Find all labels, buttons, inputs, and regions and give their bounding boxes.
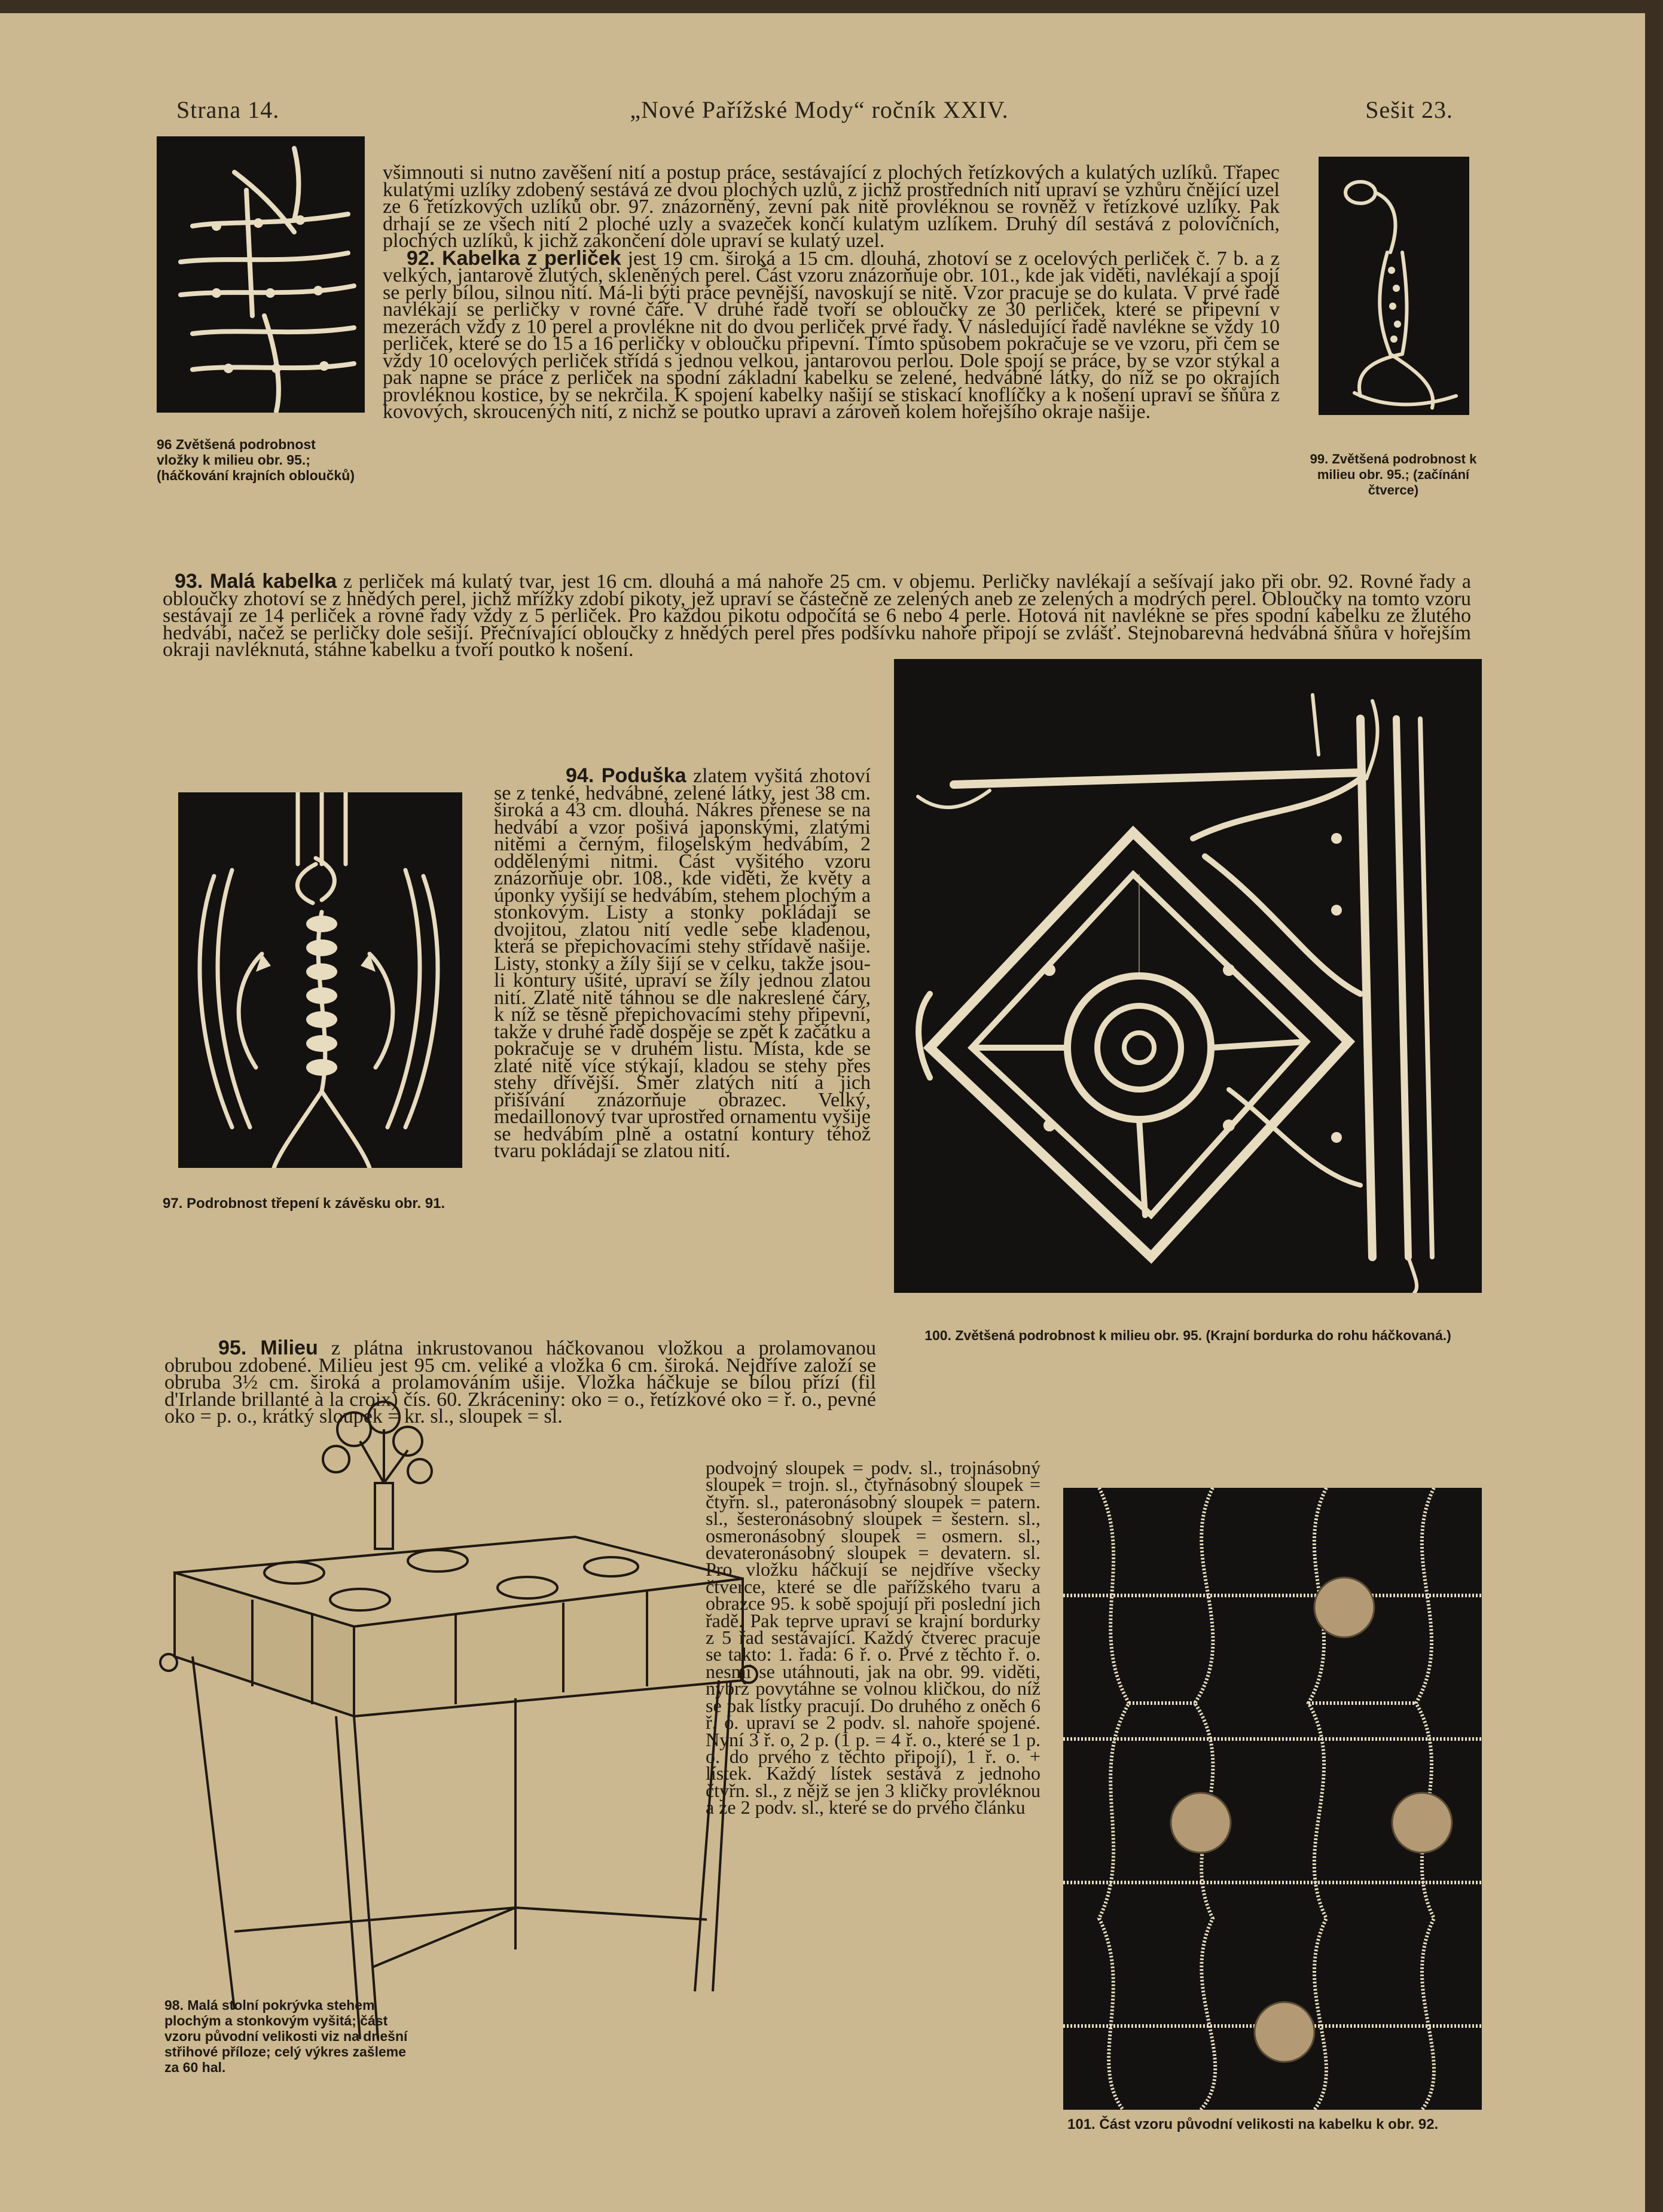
- section-93-text: z perliček má kulatý tvar, jest 16 cm. dlouhá a má nahoře 25 cm. v objemu. Perličky navlékají a sešívají jako při obr. 92. Rovné řady a obloučky zhotoví se z hnědých perel, jichž mřížky zdobí pikoty, jež upraví se částečně ze zelených aneb ze zelených a modrých perel. Obloučky na tomto vzoru sestávají ze 14 perliček a rovné řady vždy z 5 perliček. Pro každou pikotu odpočítá se 6 nebo 4 perle. Hotová nit navlékne se přes spodní kabelku ze žlutého hedvábí, načež se perličky dole sešijí. Přečnívající obloučky z hnědých perel přes podšívku nahoře připojí se zvlášť. Stejnobarevná hedvábná šňůra v hořejším okraji navléknutá, stáhne kabelku a tvoří poutko k nošení.: [163, 570, 1471, 661]
- figure-99-image: [1319, 157, 1469, 415]
- section-92-head: 92. Kabelka z perliček: [407, 246, 621, 270]
- figure-100-image: [894, 659, 1482, 1293]
- fringe-detail-drawing: [178, 792, 462, 1168]
- square-start-drawing: [1319, 157, 1469, 415]
- header-page-number: Strana 14.: [176, 96, 280, 123]
- section-94-text: zlatem vyšitá zhotoví se z tenké, hedvábné, zelené látky, jest 38 cm. široká a 43 cm. dlouhá. Nákres přenese se na hedvábí a vzor pošivá japonskými, zlatými nitěmi a černým, filoselským hedvábím, 2 oddělenými nitmi. Část vyšitého vzoru znázorňuje obr. 108., kde viděti, že květy a úponky vyšijí se hedvábím, stehem plochým a stonkovým. Listy a stonky pokládají se dvojitou, zlatou nití vedle sebe kladenou, která se přepichovacími stehy střídavě našije. Listy, stonky a žíly šijí se v celku, takže jsou-li kontury ušité, upraví se žíly jednou zlatou nití. Zlaté nitě táhnou se dle nakreslené čáry, k níž se těsně přepichovacími stehy připevní, takže v druhé řadě dospěje se zpět k začátku a pokračuje se v druhém listu. Místa, kde se zlaté nitě více stýkají, kladou se stehy přes stehy dřívější. Směr zlatých nití a jich přišívání znázorňuje obrazec. Velký, medaillonový tvar uprostřed ornamentu vyšije se hedvábím plně a ostatní kontury téhož tvaru pokládají se zlatou nití.: [494, 765, 871, 1162]
- caption-fig100: 100. Zvětšená podrobnost k milieu obr. 95. (Krajní bordurka do rohu háčkovaná.): [924, 1328, 1451, 1343]
- crochet-detail-drawing: [157, 136, 365, 413]
- section-94-head: 94. Poduška: [566, 764, 686, 787]
- crochet-square-drawing: [894, 659, 1482, 1293]
- scan-edge-top: [0, 0, 1663, 13]
- caption-fig97: 97. Podrobnost třepení k závěsku obr. 91.: [163, 1195, 445, 1212]
- header-issue: Sešit 23.: [1365, 96, 1453, 123]
- figure-97-image: [178, 792, 462, 1168]
- intro-paragraph: všimnouti si nutno zavěšení nití a postup práce, sestávající z plochých řetízkových a kulatých uzlíků. Třapec kulatými uzlíky zdobený sestává ze dvou plochých uzlů, z jichž prostředních nití upraví se vzhůru čnějící uzel ze 6 řetízkových uzlíků obr. 97. znázorněný, zevní pak nitě provléknou se rovněž v řetízkové uzlíky. Pak drhají se ze všech nití 2 ploché uzly a svazeček končí kulatým uzlíkem. Druhý díl sestává z polovičních, plochých uzlíků, k jichž zakončení dole upraví se kulatý uzel.: [383, 161, 1280, 252]
- section-93: [163, 570, 1471, 661]
- section-93-head: 93. Malá kabelka: [175, 570, 337, 593]
- figure-96-image: [157, 136, 365, 413]
- caption-fig99: 99. Zvětšená podrobnost k milieu obr. 95.; (začínání čtverce): [1310, 451, 1477, 498]
- figure-101-image: [1063, 1488, 1482, 2110]
- section-92-text: jest 19 cm. široká a 15 cm. dlouhá, zhotoví se z ocelových perliček č. 7 b. a z velkých, jantarově žlutých, skleněných perel. Část vzoru znázorňuje obr. 101., kde jak viděti, navlékají a spojí se perly bílou, silnou nití. Má-li býti práce pevnější, navoskují se nitě. Vzor pracuje se do kulata. V prvé řadě navlékají se perličky v rovné čáře. V druhé řadě tvoří se obloučky ze 30 perliček, které se připevní v mezerách vždy z 10 perel a provlékne nit do dvou perliček prvé řady. V následující řadě navlékne se vždy 10 perliček, které se do 15 a 16 perličky v obloučku připevní. Tímto spůsobem pokračuje se ve vzoru, při čem se vždy 10 ocelových perliček střídá s jednou velkou, jantarovou perlou. Dole spojí se práce, by se vzor stýkal a pak napne se práce z perliček na spodní základní kabelku se zelené, hedvábné látky, do níž se po okrajích provléknou kostice, by se nekrčila. K spojení kabelky našijí se stiskací knoflíčky a k nošení upraví se šňůra z kovových, skroucených nití, z nichž se poutko upraví a zároveň kolem hořejšího okraje našije.: [383, 247, 1280, 423]
- header-title: „Nové Pařížské Mody“ ročník XXIV.: [630, 96, 1009, 123]
- article-intro: [383, 161, 1280, 423]
- scan-edge-right: [1645, 0, 1663, 2212]
- table-cover-drawing: [157, 1393, 785, 2057]
- section-95-continued: [706, 1457, 1040, 1819]
- section-95-text-a: z plátna inkrustovanou háčkovanou vložkou a prolamovanou obrubou zdobené. Milieu jest 95 cm. veliké a vložka 6 cm. široká. Nejdříve založí se obruba 3½ cm. široká a prolamováním ušije. Vložka háčkuje se bílou přízí (fil d'Irlande brillanté à la croix) čís. 60. Zkráceniny: oko = o., řetízkové oko = ř. o., pevné oko = p. o., krátký sloupek = kr. sl., sloupek = sl.: [164, 1337, 876, 1427]
- section-94: [494, 764, 871, 1162]
- section-95-head: 95. Milieu: [218, 1337, 318, 1359]
- figure-98-image: [157, 1393, 785, 2057]
- section-95-text-b: podvojný sloupek = podv. sl., trojnásobný sloupek = trojn. sl., čtyřnásobný sloupek = čtyřn. sl., pateronásobný sloupek = patern. sl., šesteronásobný sloupek = šestern. sl., osmeronásobný sloupek = osmern. sl., devateronásobný sloupek = devatern. sl. Pro vložku háčkují se nejdříve všecky čtverce, které se dle pařížského tvaru a obrazce 95. k sobě spojují při poslední jich řadě. Pak teprve upraví se krajní bordurky z 5 řad sestávající. Každý čtverec pracuje se takto: 1. řada: 6 ř. o. Prvé z těchto ř. o. nesmí se utáhnouti, jak na obr. 99. viděti, nýbrž povytáhne se volnou kličkou, do níž se pak lístky pracují. Do druhého z oněch 6 ř. o. upraví se 2 podv. sl. nahoře spojené. Nyní 3 ř. o, 2 p. (1 p. = 4 ř. o., které se 1 p. o. do prvého z těchto připojí), 1 ř. o. + lístek. Každý lístek sestává z jednoho čtyřn. sl., z nějž se jen 3 kličky provléknou a ze 2 podv. sl., které se do prvého článku: [706, 1457, 1040, 1819]
- caption-fig98: 98. Malá stolní pokrývka stehem plochým a stonkovým vyšitá; část vzoru původní velikosti viz na dnešní střihové příloze; celý výkres zašleme za 60 hal.: [164, 1997, 408, 2075]
- bead-net-drawing: [1063, 1488, 1482, 2110]
- section-92: [383, 246, 1280, 423]
- caption-fig101: 101. Část vzoru původní velikosti na kabelku k obr. 92.: [1067, 2116, 1439, 2132]
- caption-fig96: 96 Zvětšená podrobnost vložky k milieu obr. 95.; (háčkování krajních obloučků): [157, 437, 355, 483]
